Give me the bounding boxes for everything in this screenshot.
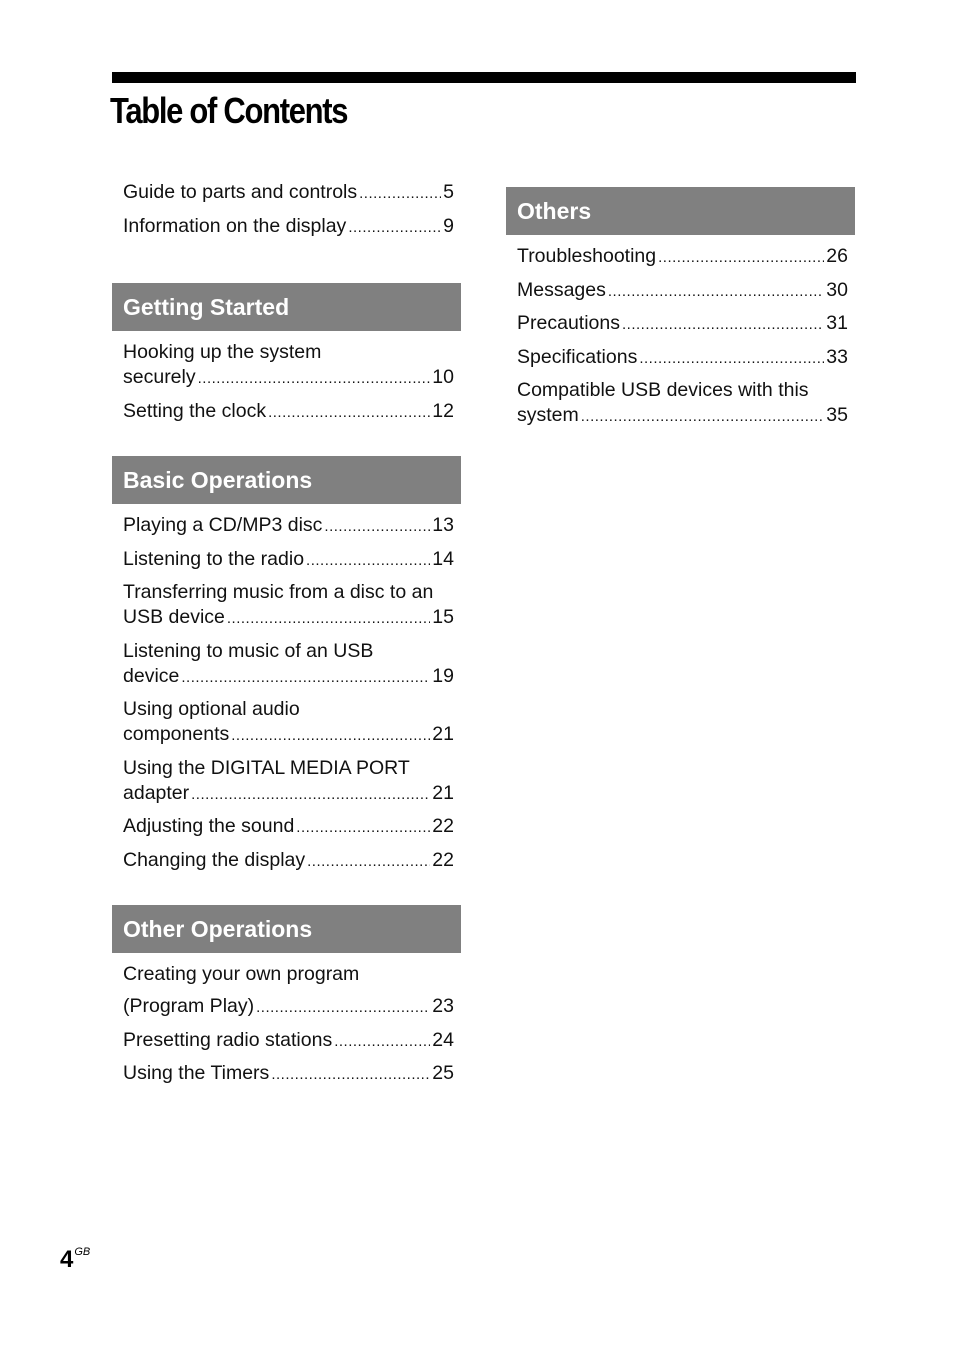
dot-leader bbox=[231, 723, 430, 748]
page-number: 33 bbox=[826, 345, 848, 368]
toc-entry[interactable] bbox=[123, 756, 454, 807]
page-number: 22 bbox=[432, 848, 454, 871]
page-number: 9 bbox=[443, 214, 454, 237]
page-number: 5 bbox=[443, 181, 454, 203]
entry-title: system bbox=[517, 404, 579, 426]
page-number: 12 bbox=[432, 399, 454, 422]
toc-entry[interactable] bbox=[123, 513, 454, 539]
toc-entry[interactable] bbox=[123, 697, 454, 748]
section-heading-others: Others bbox=[506, 187, 855, 235]
entry-title: Listening to the radio bbox=[123, 547, 305, 570]
entry-title: Messages bbox=[517, 278, 606, 301]
entry-title: Precautions bbox=[517, 312, 620, 334]
entry-title: Using the Timers bbox=[123, 1062, 270, 1084]
toc-entry[interactable] bbox=[123, 180, 454, 206]
section-entries bbox=[506, 244, 855, 429]
section-heading-other-operations: Other Operations bbox=[112, 905, 461, 953]
entry-title: device bbox=[123, 664, 180, 687]
page-number: 26 bbox=[826, 245, 848, 267]
dot-leader bbox=[348, 215, 441, 240]
toc-entry[interactable] bbox=[517, 311, 848, 337]
page-number: 14 bbox=[432, 547, 454, 570]
dot-leader bbox=[359, 181, 441, 206]
toc-entry[interactable] bbox=[517, 378, 848, 429]
title-rule bbox=[112, 72, 856, 83]
dot-leader bbox=[296, 815, 430, 840]
page-number: 30 bbox=[826, 278, 848, 301]
entry-title: adapter bbox=[123, 781, 190, 804]
section-heading-getting-started: Getting Started bbox=[112, 283, 461, 331]
dot-leader bbox=[324, 514, 430, 539]
entry-title-line: Listening to music of an USB bbox=[123, 639, 374, 662]
entry-title: Specifications bbox=[517, 345, 638, 368]
entry-title: USB device bbox=[123, 606, 225, 628]
section-entries bbox=[112, 340, 461, 425]
folio-suffix: GB bbox=[74, 1246, 91, 1258]
toc-entry[interactable] bbox=[517, 345, 848, 371]
dot-leader bbox=[307, 849, 430, 874]
page-number: 22 bbox=[432, 815, 454, 837]
dot-leader bbox=[622, 312, 824, 337]
dot-leader bbox=[306, 548, 430, 573]
entry-title: Adjusting the sound bbox=[123, 815, 295, 837]
entry-title-line: Transferring music from a disc to an bbox=[123, 581, 434, 603]
toc-entry[interactable] bbox=[123, 639, 454, 690]
page-number: 10 bbox=[432, 366, 454, 388]
entry-title-line: Compatible USB devices with this bbox=[517, 379, 809, 401]
toc-entry[interactable] bbox=[123, 962, 454, 1020]
toc-entry[interactable] bbox=[123, 1028, 454, 1054]
dot-leader bbox=[191, 782, 430, 807]
toc-entry[interactable] bbox=[123, 214, 454, 240]
entry-title: Troubleshooting bbox=[517, 245, 657, 267]
dot-leader bbox=[181, 665, 430, 690]
page-number: 21 bbox=[432, 781, 454, 804]
entry-title-line: Using the DIGITAL MEDIA PORT bbox=[123, 756, 410, 779]
entry-title: (Program Play) bbox=[123, 995, 255, 1017]
section-entries bbox=[112, 513, 461, 874]
page-number: 23 bbox=[432, 995, 454, 1017]
intro-entries bbox=[112, 180, 461, 240]
dot-leader bbox=[256, 995, 430, 1020]
dot-leader bbox=[227, 606, 430, 631]
toc-entry[interactable] bbox=[123, 580, 454, 631]
folio-number: 4 bbox=[60, 1246, 74, 1273]
page-number: 25 bbox=[432, 1062, 454, 1084]
dot-leader bbox=[198, 366, 431, 391]
entry-title: Playing a CD/MP3 disc bbox=[123, 514, 323, 536]
toc-entry[interactable] bbox=[123, 340, 454, 391]
dot-leader bbox=[608, 279, 824, 304]
entry-title: Setting the clock bbox=[123, 399, 267, 422]
entry-title-line: Hooking up the system bbox=[123, 341, 322, 363]
toc-entry[interactable] bbox=[123, 1061, 454, 1087]
page-folio bbox=[60, 1246, 90, 1274]
entry-title: components bbox=[123, 723, 230, 745]
dot-leader bbox=[658, 245, 824, 270]
entry-title: Presetting radio stations bbox=[123, 1028, 333, 1051]
page-number: 24 bbox=[432, 1028, 454, 1051]
page-title: Table of Contents bbox=[110, 90, 348, 131]
dot-leader bbox=[639, 346, 824, 371]
dot-leader bbox=[271, 1062, 430, 1087]
entry-title-line: Creating your own program bbox=[123, 963, 360, 985]
page-number: 15 bbox=[432, 606, 454, 628]
page-number: 19 bbox=[432, 664, 454, 687]
toc-entry[interactable] bbox=[123, 547, 454, 573]
toc-column-right bbox=[506, 187, 855, 437]
toc-entry[interactable] bbox=[123, 399, 454, 425]
toc-entry[interactable] bbox=[123, 814, 454, 840]
toc-entry[interactable] bbox=[517, 278, 848, 304]
page-number: 13 bbox=[432, 514, 454, 536]
toc-entry[interactable] bbox=[123, 848, 454, 874]
entry-title: Information on the display bbox=[123, 214, 347, 237]
entry-title: securely bbox=[123, 366, 196, 388]
toc-entry[interactable] bbox=[517, 244, 848, 270]
entry-title-line: Using optional audio bbox=[123, 698, 300, 720]
dot-leader bbox=[334, 1029, 430, 1054]
page-number: 35 bbox=[826, 404, 848, 426]
page-number: 31 bbox=[826, 312, 848, 334]
dot-leader bbox=[268, 400, 430, 425]
section-entries bbox=[112, 962, 461, 1087]
entry-title: Guide to parts and controls bbox=[123, 181, 358, 203]
entry-title: Changing the display bbox=[123, 848, 306, 871]
page-number: 21 bbox=[432, 723, 454, 745]
toc-column-left bbox=[112, 180, 461, 1095]
dot-leader bbox=[581, 404, 825, 429]
section-heading-basic-operations: Basic Operations bbox=[112, 456, 461, 504]
